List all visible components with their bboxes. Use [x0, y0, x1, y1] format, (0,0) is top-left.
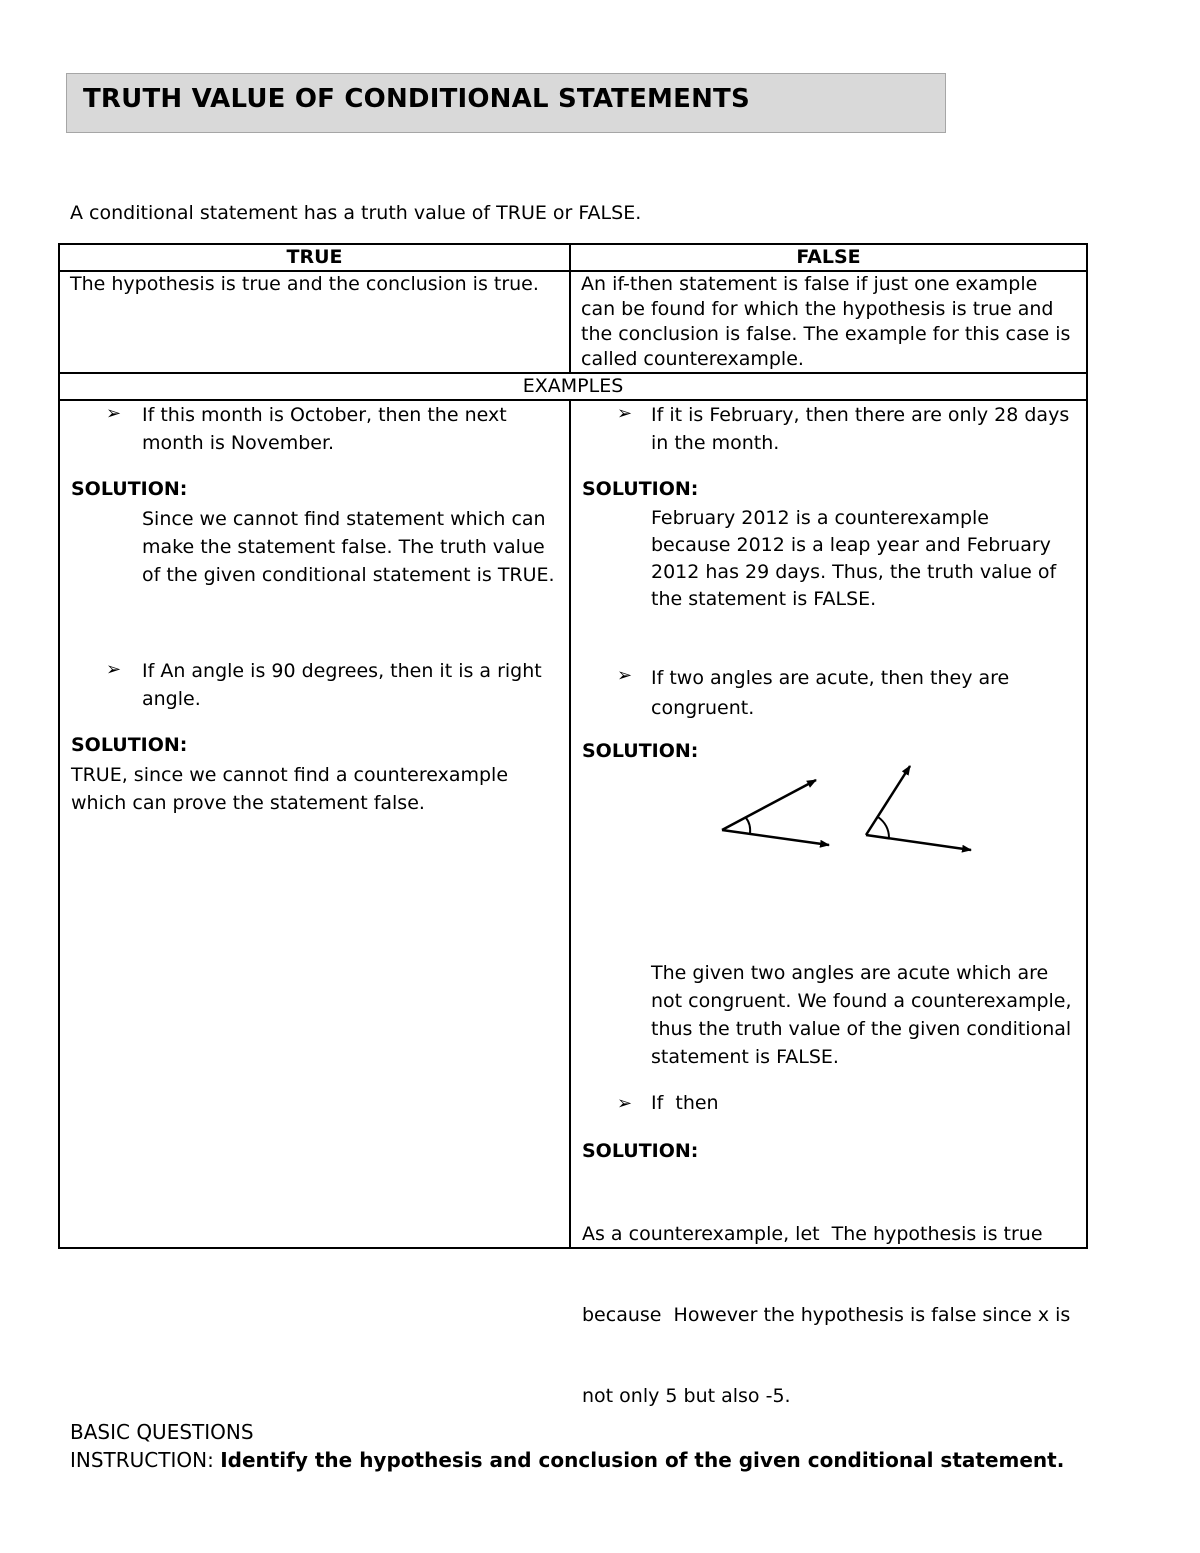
- instruction-text: Identify the hypothesis and conclusion of the given conditional statement.: [220, 1448, 1065, 1472]
- example-line: month is November.: [142, 432, 335, 454]
- solution-label: SOLUTION:: [582, 740, 699, 762]
- solution-label: SOLUTION:: [582, 478, 699, 500]
- title-box: [66, 73, 946, 133]
- angle-two: [866, 766, 971, 850]
- solution-line: not only 5 but also -5.: [582, 1385, 791, 1407]
- arrowhead-bullet-icon: ➢: [617, 665, 633, 686]
- example-line: If An angle is 90 degrees, then it is a right: [142, 660, 542, 682]
- solution-line: As a counterexample, let The hypothesis is true: [582, 1223, 1043, 1245]
- false-definition: [571, 272, 1086, 372]
- false-examples-column: [571, 401, 1086, 1407]
- solution-line: statement is FALSE.: [651, 1046, 839, 1068]
- solution-label: SOLUTION:: [71, 734, 188, 756]
- false-header: FALSE: [570, 244, 1087, 271]
- solution-line: thus the truth value of the given conditional: [651, 1018, 1072, 1040]
- solution-line: February 2012 is a counterexample: [651, 507, 989, 529]
- example-line: If two angles are acute, then they are: [651, 667, 1010, 689]
- instruction: [70, 1446, 1064, 1474]
- truth-table: [58, 243, 1088, 1407]
- false-def-line: can be found for which the hypothesis is true and: [581, 298, 1054, 320]
- false-def-line: the conclusion is false. The example for this case is: [581, 323, 1071, 345]
- false-def-line: called counterexample.: [581, 348, 804, 370]
- instruction-label: INSTRUCTION:: [70, 1448, 221, 1472]
- example-line: congruent.: [651, 697, 755, 719]
- true-header: TRUE: [59, 244, 570, 271]
- example-line: If then: [651, 1092, 719, 1114]
- example-line: If this month is October, then the next: [142, 404, 507, 426]
- angle-one: [722, 780, 829, 845]
- false-def-line: An if-then statement is false if just one example: [581, 273, 1038, 295]
- arrowhead-bullet-icon: ➢: [617, 403, 633, 424]
- arrowhead-bullet-icon: ➢: [106, 659, 122, 680]
- arrowhead-bullet-icon: ➢: [617, 1093, 633, 1114]
- solution-line: because However the hypothesis is false since x is: [582, 1304, 1071, 1326]
- solution-label: SOLUTION:: [71, 478, 188, 500]
- solution-line: which can prove the statement false.: [71, 792, 425, 814]
- solution-label: SOLUTION:: [582, 1140, 699, 1162]
- solution-line: 2012 has 29 days. Thus, the truth value of: [651, 561, 1057, 583]
- example-line: angle.: [142, 688, 201, 710]
- true-examples-column: [60, 401, 569, 1247]
- solution-line: The given two angles are acute which are: [651, 962, 1049, 984]
- solution-line: TRUE, since we cannot find a counterexample: [71, 764, 509, 786]
- solution-line: of the given conditional statement is TRUE.: [142, 564, 555, 586]
- true-definition: The hypothesis is true and the conclusion is true.: [70, 273, 539, 295]
- example-line: If it is February, then there are only 28 days: [651, 404, 1070, 426]
- solution-line: Since we cannot find statement which can: [142, 508, 546, 530]
- solution-line: the statement is FALSE.: [651, 588, 877, 610]
- intro-text: A conditional statement has a truth value of TRUE or FALSE.: [70, 202, 642, 224]
- basic-questions-heading: BASIC QUESTIONS: [70, 1420, 254, 1444]
- example-line: in the month.: [651, 432, 780, 454]
- basic-questions-section: [70, 1418, 1064, 1474]
- examples-header: EXAMPLES: [59, 373, 1087, 400]
- solution-line: not congruent. We found a counterexample,: [651, 990, 1072, 1012]
- solution-line: make the statement false. The truth value: [142, 536, 545, 558]
- acute-angles-diagram: [711, 761, 981, 871]
- page-title: TRUTH VALUE OF CONDITIONAL STATEMENTS: [83, 84, 750, 114]
- arrowhead-bullet-icon: ➢: [106, 403, 122, 424]
- solution-line: because 2012 is a leap year and February: [651, 534, 1051, 556]
